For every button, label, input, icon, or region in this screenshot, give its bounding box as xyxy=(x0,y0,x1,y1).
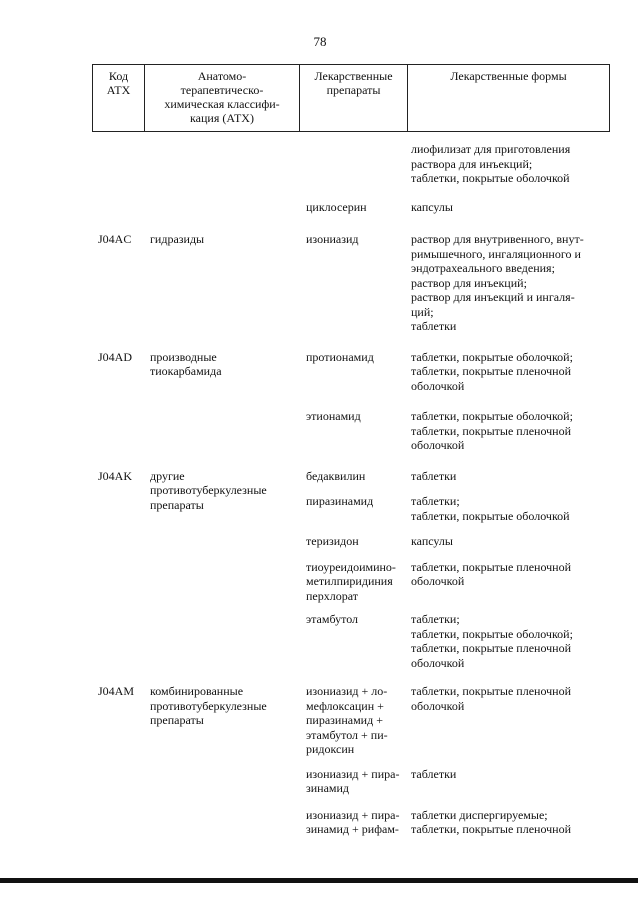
drug-name-cell xyxy=(299,232,407,334)
drug-form-line: раствор для инъекций и ингаля- xyxy=(411,290,575,304)
atc-code-cell xyxy=(92,142,144,228)
drug-row xyxy=(299,612,610,670)
drug-forms-cell xyxy=(407,684,610,757)
drug-list xyxy=(299,684,610,837)
drug-form-line: эндотрахеального введения; xyxy=(411,261,555,275)
drug-forms-cell xyxy=(407,808,610,837)
header-code-cell xyxy=(93,65,145,132)
drug-forms-cell xyxy=(407,142,610,186)
drug-list xyxy=(299,469,610,685)
drug-name-line: протионамид xyxy=(306,349,374,364)
atc-group-row xyxy=(92,350,610,469)
header-classification-line: кация (АТХ) xyxy=(190,111,254,125)
drug-form-line: оболочкой xyxy=(411,698,465,713)
drug-name-line: изониазид xyxy=(306,232,359,246)
atc-classification-cell xyxy=(144,232,299,350)
atc-classification-line: препараты xyxy=(150,713,204,727)
drug-name-cell xyxy=(299,409,407,453)
drug-forms-cell xyxy=(407,534,610,549)
drug-form-line: таблетки, покрытые пленочной xyxy=(411,822,572,836)
drug-form-line: оболочкой xyxy=(411,655,465,670)
drug-name-cell xyxy=(299,534,407,549)
header-drugs-line: препараты xyxy=(326,83,381,97)
drug-form-line: лиофилизат для приготовления xyxy=(411,142,571,156)
drug-name-line: этамбутол xyxy=(306,612,359,626)
drug-row xyxy=(299,142,610,186)
drug-form-line: таблетки диспергируемые; xyxy=(411,807,548,822)
drug-row xyxy=(299,534,610,549)
drug-row xyxy=(299,808,610,837)
header-classification-line: Анатомо- xyxy=(197,69,247,83)
drug-forms-cell xyxy=(407,409,610,453)
drug-form-line: раствор для внутривенного, внут- xyxy=(411,232,584,246)
drug-name-cell xyxy=(299,767,407,796)
drug-name-line: зинамид + рифам- xyxy=(306,822,399,836)
drug-form-line: таблетки, покрытые оболочкой xyxy=(411,171,570,185)
drug-row xyxy=(299,560,610,604)
drug-name-line: этамбутол + пи- xyxy=(306,727,388,742)
drug-form-line: таблетки; xyxy=(411,494,460,508)
drug-form-line: оболочкой xyxy=(411,574,465,588)
drug-form-line: таблетки, покрытые пленочной xyxy=(411,684,572,698)
table-header xyxy=(92,64,610,132)
drug-list xyxy=(299,142,610,228)
drug-name-line: зинамид xyxy=(306,781,350,795)
atc-classification-line: противотуберкулезные xyxy=(150,698,267,713)
atc-classification-line: комбинированные xyxy=(150,684,244,698)
drug-name-line: этионамид xyxy=(306,409,361,423)
drug-name-line: изониазид + пира- xyxy=(306,807,400,822)
header-forms-line: Лекарственные формы xyxy=(450,69,567,83)
atc-classification-line: тиокарбамида xyxy=(150,364,222,378)
drug-name-cell xyxy=(299,469,407,484)
drug-name-line: бедаквилин xyxy=(306,468,366,483)
drug-form-line: таблетки xyxy=(411,766,457,781)
atc-classification-cell xyxy=(144,469,299,685)
drug-form-line: капсулы xyxy=(411,199,453,214)
drug-name-line: изониазид + ло- xyxy=(306,684,388,698)
drug-name-line: метилпиридиния xyxy=(306,574,393,588)
header-code-line: Код xyxy=(108,69,129,83)
atc-code xyxy=(98,142,144,157)
drug-forms-cell xyxy=(407,232,610,334)
atc-classification-line: производные xyxy=(150,349,217,364)
drug-form-line: таблетки, покрытые оболочкой; xyxy=(411,409,573,423)
atc-group-row xyxy=(92,684,610,837)
drug-form-line: римышечного, ингаляционного и xyxy=(411,246,581,261)
drug-row xyxy=(299,232,610,334)
drug-form-line: таблетки, покрытые оболочкой xyxy=(411,508,570,523)
page-bottom-rule xyxy=(0,878,638,883)
atc-classification-line: противотуберкулезные xyxy=(150,483,267,497)
drug-row xyxy=(299,684,610,757)
drug-list xyxy=(299,232,610,350)
drug-form-line: таблетки, покрытые пленочной xyxy=(411,641,572,655)
atc-code: J04AC xyxy=(98,232,132,246)
drug-form-line: таблетки, покрытые пленочной xyxy=(411,423,572,438)
drug-forms-cell xyxy=(407,200,610,215)
drug-name-line: мефлоксацин + xyxy=(306,698,384,713)
drug-form-line: таблетки; xyxy=(411,612,460,626)
drug-name-cell xyxy=(299,612,407,670)
drug-form-line: таблетки, покрытые пленочной xyxy=(411,364,572,378)
drug-name-cell xyxy=(299,560,407,604)
header-drugs-line: Лекарственные xyxy=(314,69,393,83)
drug-forms-cell xyxy=(407,767,610,796)
drug-name-line: тиоуреидоимино- xyxy=(306,559,396,574)
drug-name-line: пиразинамид xyxy=(306,494,374,508)
drug-name-cell xyxy=(299,142,407,186)
drug-list xyxy=(299,350,610,469)
drug-name-cell xyxy=(299,200,407,215)
drug-form-line: оболочкой xyxy=(411,378,465,393)
drug-form-line: капсулы xyxy=(411,534,453,548)
drug-form-line: ций; xyxy=(411,304,434,319)
drug-row xyxy=(299,409,610,453)
atc-group-row xyxy=(92,469,610,685)
atc-classification-cell xyxy=(144,350,299,469)
header-classification-line: химическая классифи- xyxy=(164,97,280,111)
drug-name-cell xyxy=(299,494,407,523)
page-number: 78 xyxy=(313,34,327,49)
drug-form-line: раствор для инъекций; xyxy=(411,275,527,290)
drug-name-line: перхлорат xyxy=(306,588,358,603)
drug-row xyxy=(299,350,610,394)
drug-form-line: оболочкой xyxy=(411,438,465,452)
drug-name-cell xyxy=(299,350,407,394)
drug-name-line: ридоксин xyxy=(306,742,355,756)
atc-group-row xyxy=(92,228,610,350)
drug-row xyxy=(299,200,610,215)
drug-name-line: изониазид + пира- xyxy=(306,766,400,781)
atc-classification-line: гидразиды xyxy=(150,232,205,246)
drug-forms-cell xyxy=(407,560,610,604)
header-classification-line: терапевтическо- xyxy=(180,83,264,97)
atc-code: J04AK xyxy=(98,468,133,483)
drug-forms-cell xyxy=(407,494,610,523)
drug-form-line: таблетки, покрытые оболочкой; xyxy=(411,626,573,641)
drug-name-line: циклосерин xyxy=(306,199,367,214)
drug-form-line: таблетки xyxy=(411,319,457,333)
drug-name-cell xyxy=(299,684,407,757)
atc-classification-line: другие xyxy=(150,468,185,483)
atc-classification-cell xyxy=(144,142,299,228)
header-drugs-cell xyxy=(300,65,408,132)
atc-code-cell xyxy=(92,469,144,685)
drug-forms-cell xyxy=(407,469,610,484)
atc-classification-line: препараты xyxy=(150,497,204,512)
table-body xyxy=(92,138,610,837)
drug-name-line: теризидон xyxy=(306,534,359,548)
atc-code: J04AD xyxy=(98,349,133,364)
atc-code: J04AM xyxy=(98,684,135,698)
drug-form-line: таблетки, покрытые пленочной xyxy=(411,559,572,574)
atc-code-cell xyxy=(92,684,144,837)
drug-form-line: таблетки xyxy=(411,468,457,483)
header-forms-cell xyxy=(408,65,610,132)
drug-form-line: таблетки, покрытые оболочкой; xyxy=(411,349,573,364)
atc-code-cell xyxy=(92,350,144,469)
drug-row xyxy=(299,469,610,484)
drug-row xyxy=(299,767,610,796)
header-code-line: АТХ xyxy=(106,83,131,97)
atc-code-cell xyxy=(92,232,144,350)
atc-group-row xyxy=(92,138,610,228)
atc-classification-cell xyxy=(144,684,299,837)
header-classification-cell xyxy=(145,65,300,132)
drug-form-line: раствора для инъекций; xyxy=(411,156,533,171)
drug-name-line: пиразинамид + xyxy=(306,713,383,727)
drug-forms-cell xyxy=(407,350,610,394)
drug-name-cell xyxy=(299,808,407,837)
drug-row xyxy=(299,494,610,523)
drug-forms-cell xyxy=(407,612,610,670)
